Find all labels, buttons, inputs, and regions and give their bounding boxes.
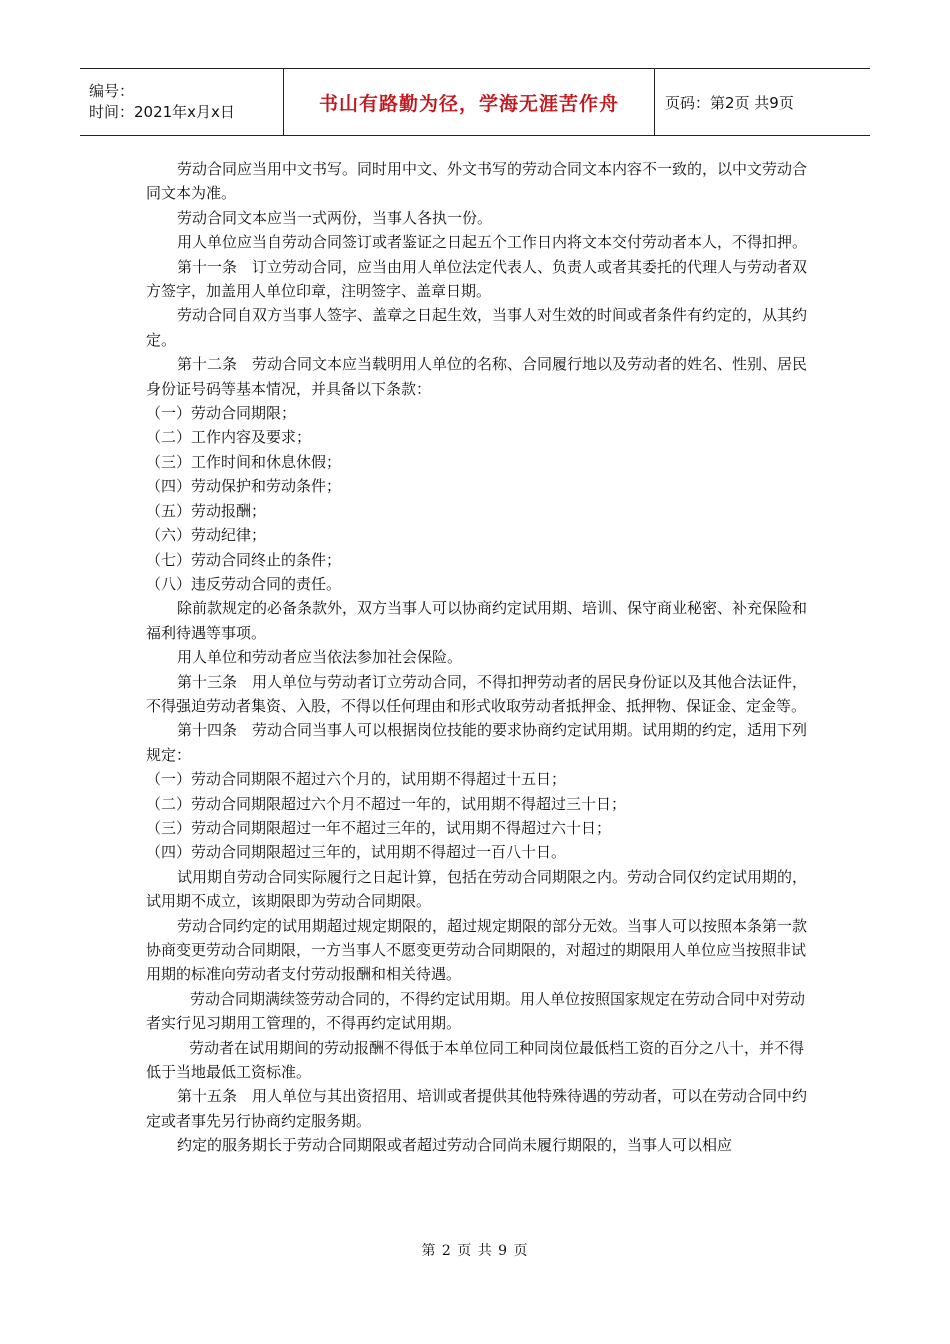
paragraph: （四）劳动保护和劳动条件；	[146, 477, 342, 496]
paragraph: 第十二条 劳动合同文本应当载明用人单位的名称、合同履行地以及劳动者的姓名、性别、居民身份证号码等基本情况，并具备以下条款：	[146, 355, 808, 398]
paragraph: （二）工作内容及要求；	[146, 428, 312, 447]
paragraph: 第十四条 劳动合同当事人可以根据岗位技能的要求协商约定试用期。试用期的约定，适用下列规定：	[146, 721, 808, 764]
paragraph: 劳动者在试用期间的劳动报酬不得低于本单位同工种同岗位最低档工资的百分之八十，并不得低于当地最低工资标准。	[146, 1038, 805, 1082]
paragraph: 约定的服务期长于劳动合同期限或者超过劳动合同尚未履行期限的，当事人可以相应	[177, 1136, 733, 1155]
paragraph: （五）劳动报酬；	[146, 501, 267, 520]
paragraph: （六）劳动纪律；	[146, 526, 267, 545]
page-footer: 第 2 页 共 9 页	[421, 1243, 529, 1259]
paragraph: （三）工作时间和休息休假；	[146, 452, 342, 471]
paragraph: 试用期自劳动合同实际履行之日起计算，包括在劳动合同期限之内。劳动合同仅约定试用期的，试用期不成立，该期限即为劳动合同期限。	[146, 867, 808, 911]
document-body	[146, 157, 816, 1158]
paragraph: 第十三条 用人单位与劳动者订立劳动合同，不得扣押劳动者的居民身份证以及其他合法证件，不得强迫劳动者集资、入股，不得以任何理由和形式收取劳动者抵押金、抵押物、保证金、定金等。	[146, 672, 808, 715]
paragraph: （二）劳动合同期限超过六个月不超过一年的，试用期不得超过三十日；	[146, 794, 627, 813]
document-header	[80, 68, 870, 136]
header-page-number: 页码：第2页 共9页	[665, 93, 794, 112]
paragraph: 用人单位和劳动者应当依法参加社会保险。	[177, 648, 463, 667]
paragraph: （三）劳动合同期限超过一年不超过三年的，试用期不得超过六十日；	[146, 818, 612, 837]
paragraph: （一）劳动合同期限不超过六个月的，试用期不得超过十五日；	[146, 770, 567, 789]
paragraph: 劳动合同自双方当事人签字、盖章之日起生效，当事人对生效的时间或者条件有约定的，从其约定。	[146, 306, 808, 349]
paragraph: 劳动合同文本应当一式两份，当事人各执一份。	[177, 208, 493, 227]
paragraph: 第十一条 订立劳动合同，应当由用人单位法定代表人、负责人或者其委托的代理人与劳动者双方签字，加盖用人单位印章，注明签字、盖章日期。	[146, 257, 808, 301]
paragraph: 劳动合同约定的试用期超过规定期限的，超过规定期限的部分无效。当事人可以按照本条第一款协商变更劳动合同期限，一方当事人不愿变更劳动合同期限的，对超过的期限用人单位应当按照非试用期的标准向劳动者支付劳动报酬和相关待遇。	[146, 916, 808, 984]
header-meta	[80, 69, 283, 135]
paragraph: 除前款规定的必备条款外，双方当事人可以协商约定试用期、培训、保守商业秘密、补充保险和福利待遇等事项。	[146, 599, 808, 642]
paragraph: （四）劳动合同期限超过三年的，试用期不得超过一百八十日。	[146, 843, 567, 862]
paragraph: 劳动合同期满续签劳动合同的，不得约定试用期。用人单位按照国家规定在劳动合同中对劳动者实行见习期用工管理的，不得再约定试用期。	[146, 989, 806, 1033]
serial-number-label: 编号：	[89, 82, 135, 100]
paragraph: 用人单位应当自劳动合同签订或者鉴证之日起五个工作日内将文本交付劳动者本人，不得扣押。	[177, 233, 808, 252]
header-motto: 书山有路勤为径，学海无涯苦作舟	[283, 69, 655, 135]
paragraph: （八）违反劳动合同的责任。	[146, 574, 342, 593]
paragraph: 劳动合同应当用中文书写。同时用中文、外文书写的劳动合同文本内容不一致的，以中文劳动合同文本为准。	[146, 160, 808, 203]
date-label: 时间：2021年x月x日	[89, 103, 235, 121]
paragraph: （一）劳动合同期限；	[146, 404, 297, 423]
paragraph: 第十五条 用人单位与其出资招用、培训或者提供其他特殊待遇的劳动者，可以在劳动合同中约定或者事先另行协商约定服务期。	[146, 1087, 808, 1130]
paragraph: （七）劳动合同终止的条件；	[146, 550, 342, 569]
